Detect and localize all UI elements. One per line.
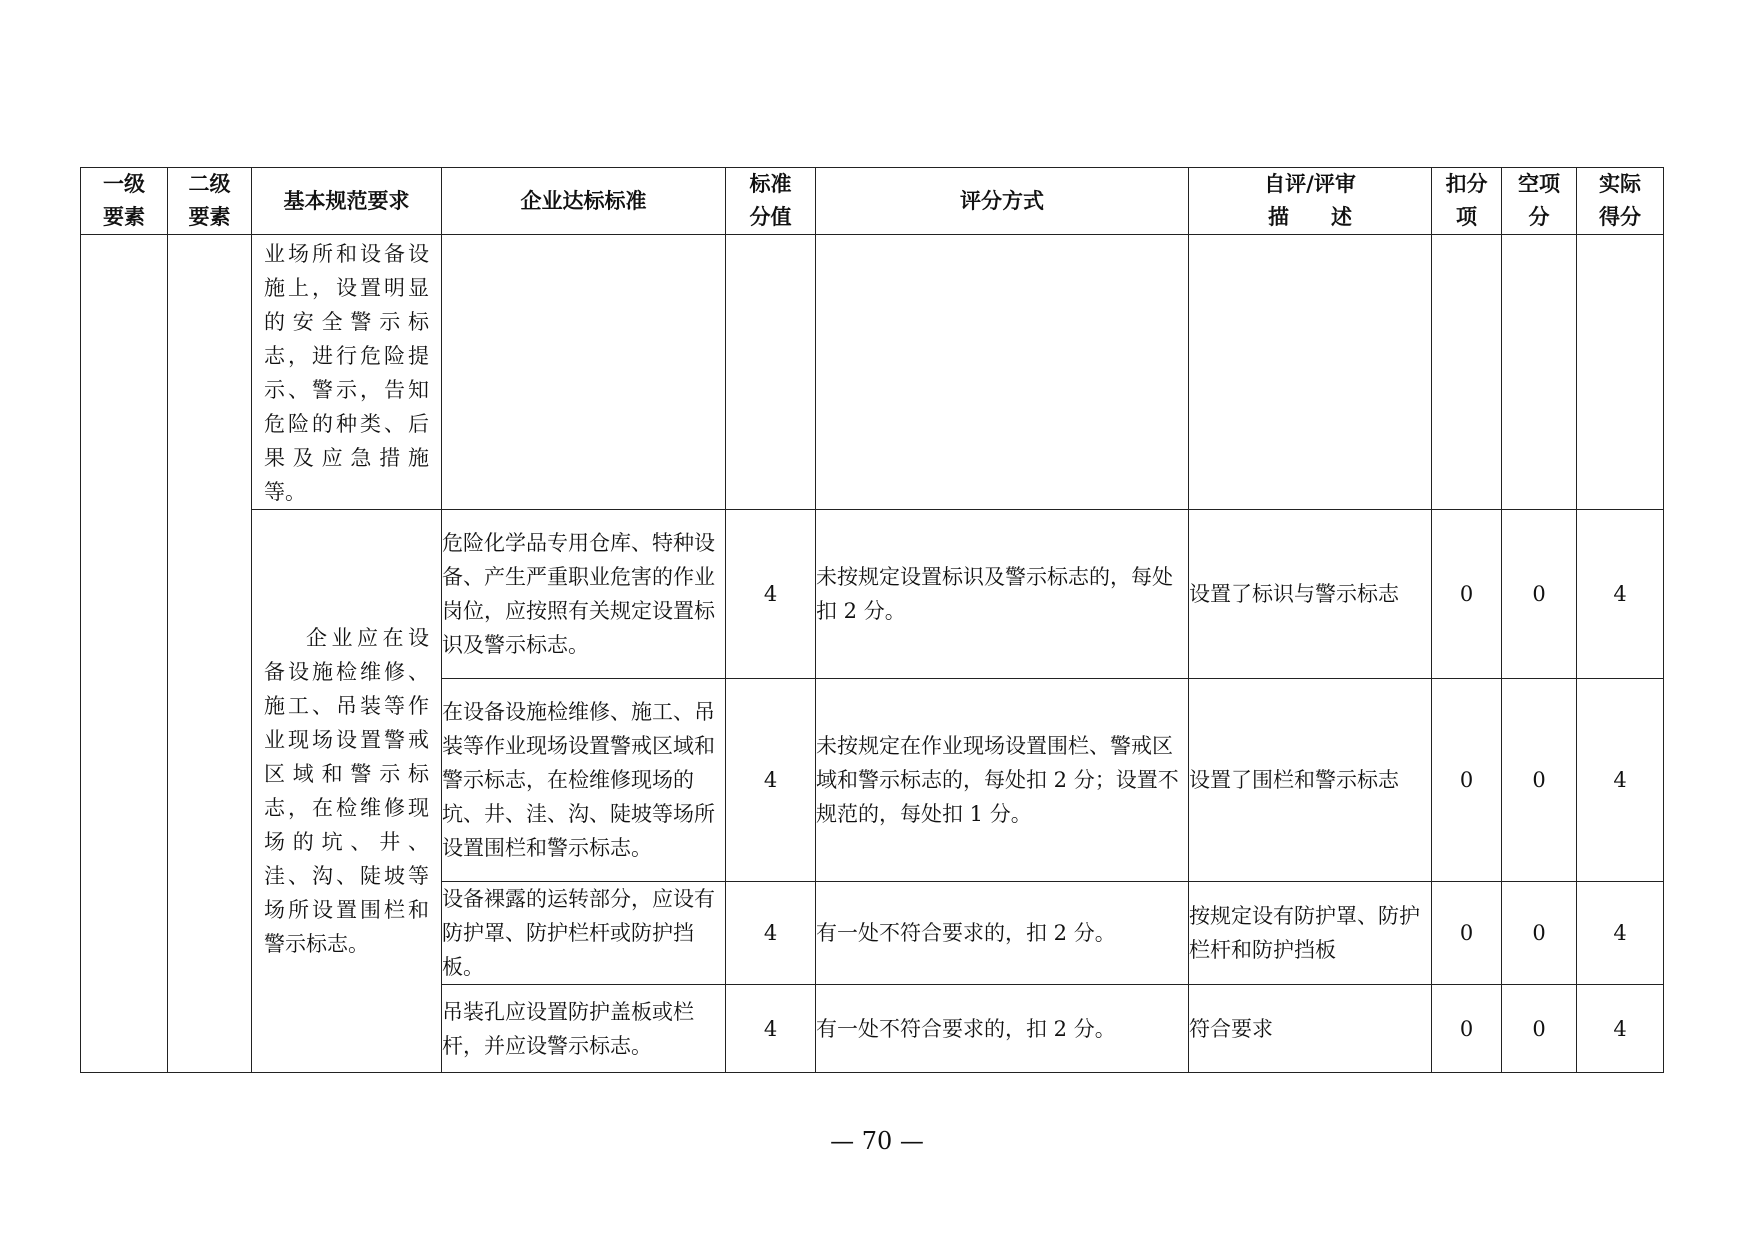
score-cell: 4 <box>726 882 816 985</box>
standard-cell <box>442 235 726 510</box>
requirement-cell: 业场所和设备设施上，设置明显的安全警示标志，进行危险提示、警示，告知危险的种类、后果及应急措施等。 <box>252 235 442 510</box>
header-deduct: 扣分 项 <box>1432 168 1502 235</box>
requirement-cell: 企业应在设备设施检维修、施工、吊装等作业现场设置警戒区域和警示标志，在检维修现场的坑、井、洼、沟、陡坡等场所设置围栏和警示标志。 <box>252 510 442 1073</box>
score-cell: 4 <box>726 679 816 882</box>
method-cell: 有一处不符合要求的，扣 2 分。 <box>816 882 1189 985</box>
deduct-cell: 0 <box>1432 985 1502 1073</box>
description-cell: 设置了标识与警示标志 <box>1189 510 1432 679</box>
deduct-cell: 0 <box>1432 510 1502 679</box>
empty-cell: 0 <box>1502 510 1577 679</box>
actual-cell: 4 <box>1577 882 1664 985</box>
actual-cell <box>1577 235 1664 510</box>
actual-cell: 4 <box>1577 985 1664 1073</box>
actual-cell: 4 <box>1577 679 1664 882</box>
deduct-cell: 0 <box>1432 882 1502 985</box>
header-requirement: 基本规范要求 <box>252 168 442 235</box>
standard-cell: 在设备设施检维修、施工、吊装等作业现场设置警戒区域和警示标志，在检维修现场的坑、井、洼、沟、陡坡等场所设置围栏和警示标志。 <box>442 679 726 882</box>
table-row <box>81 510 1664 679</box>
standard-cell: 吊装孔应设置防护盖板或栏杆，并应设警示标志。 <box>442 985 726 1073</box>
description-cell: 按规定设有防护罩、防护栏杆和防护挡板 <box>1189 882 1432 985</box>
description-cell: 符合要求 <box>1189 985 1432 1073</box>
score-cell: 4 <box>726 985 816 1073</box>
header-level1: 一级 要素 <box>81 168 168 235</box>
empty-cell: 0 <box>1502 679 1577 882</box>
page-number: — 70 — <box>830 1127 924 1155</box>
header-method: 评分方式 <box>816 168 1189 235</box>
standard-cell: 危险化学品专用仓库、特种设备、产生严重职业危害的作业岗位，应按照有关规定设置标识及警示标志。 <box>442 510 726 679</box>
level2-cell <box>168 235 252 1073</box>
method-cell <box>816 235 1189 510</box>
empty-cell <box>1502 235 1577 510</box>
level1-cell <box>81 235 168 1073</box>
description-cell: 设置了围栏和警示标志 <box>1189 679 1432 882</box>
actual-cell: 4 <box>1577 510 1664 679</box>
header-description: 自评/评审 描 述 <box>1189 168 1432 235</box>
standard-cell: 设备裸露的运转部分，应设有防护罩、防护栏杆或防护挡板。 <box>442 882 726 985</box>
header-actual: 实际 得分 <box>1577 168 1664 235</box>
description-cell <box>1189 235 1432 510</box>
header-row <box>81 168 1664 235</box>
score-cell: 4 <box>726 510 816 679</box>
score-cell <box>726 235 816 510</box>
header-empty: 空项 分 <box>1502 168 1577 235</box>
header-score: 标准 分值 <box>726 168 816 235</box>
method-cell: 未按规定在作业现场设置围栏、警戒区域和警示标志的，每处扣 2 分；设置不规范的，每处扣 1 分。 <box>816 679 1189 882</box>
table-row-continuation <box>81 235 1664 510</box>
header-standard: 企业达标标准 <box>442 168 726 235</box>
deduct-cell <box>1432 235 1502 510</box>
empty-cell: 0 <box>1502 985 1577 1073</box>
method-cell: 有一处不符合要求的，扣 2 分。 <box>816 985 1189 1073</box>
header-level2: 二级 要素 <box>168 168 252 235</box>
method-cell: 未按规定设置标识及警示标志的，每处扣 2 分。 <box>816 510 1189 679</box>
deduct-cell: 0 <box>1432 679 1502 882</box>
empty-cell: 0 <box>1502 882 1577 985</box>
scoring-table <box>80 167 1664 1073</box>
